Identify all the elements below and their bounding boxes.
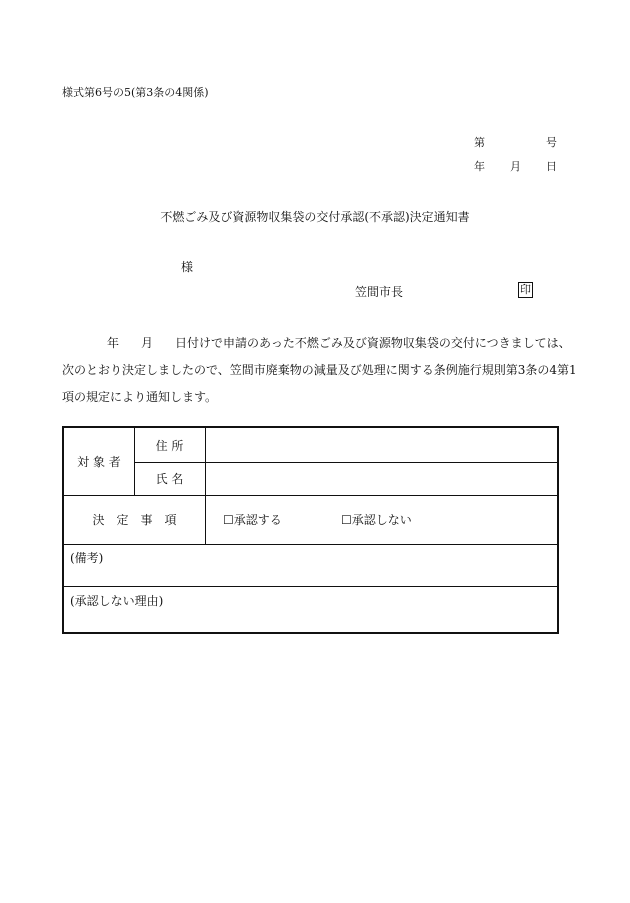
- form-number: 様式第6号の5(第3条の4関係): [62, 86, 209, 99]
- addressee-suffix: 様: [181, 260, 194, 274]
- reason-label-text: (承認しない理由): [70, 594, 164, 608]
- issuer-name: 笠間市長: [355, 285, 404, 299]
- subject-label: [64, 428, 134, 495]
- body-year: 年: [107, 336, 120, 350]
- row-divider: [64, 544, 559, 545]
- name-field[interactable]: [205, 462, 559, 495]
- approve-checkbox[interactable]: [223, 495, 282, 544]
- row-divider: [64, 586, 559, 587]
- reject-checkbox[interactable]: [341, 495, 412, 544]
- date-day: 日: [546, 160, 557, 173]
- remarks-label-text: (備考): [70, 551, 104, 565]
- body-line-1: [62, 330, 571, 357]
- name-label: [134, 462, 205, 495]
- date-year: 年: [474, 160, 485, 173]
- body-line-1-text: 日付けで申請のあった不燃ごみ及び資源物収集袋の交付につきましては、: [175, 336, 571, 350]
- body-month: 月: [141, 336, 154, 350]
- decision-label: [64, 495, 205, 544]
- date-month: 月: [510, 160, 521, 173]
- approve-option-label: ☐承認する: [223, 513, 282, 527]
- name-label-text: 氏 名: [155, 472, 184, 486]
- seal-mark: 印: [520, 283, 531, 296]
- decision-table: [62, 426, 559, 634]
- decision-label-text: 決 定 事 項: [92, 513, 177, 527]
- body-line-3: 項の規定により通知します。: [62, 390, 218, 404]
- body-line-2: 次のとおり決定しましたので、笠間市廃棄物の減量及び処理に関する条例施行規則第3条の4第1: [62, 363, 577, 377]
- notice-body: [62, 330, 577, 411]
- document-number-suffix: 号: [546, 136, 557, 149]
- subject-label-text: 対 象 者: [77, 455, 121, 469]
- address-field[interactable]: [205, 428, 559, 462]
- address-label-text: 住 所: [155, 438, 184, 453]
- reason-label: [70, 592, 163, 609]
- address-label: [134, 428, 205, 462]
- document-number-prefix: 第: [474, 136, 485, 149]
- remarks-label: [70, 549, 103, 566]
- reject-option-label: ☐承認しない: [341, 513, 412, 527]
- document-title: 不燃ごみ及び資源物収集袋の交付承認(不承認)決定通知書: [160, 210, 470, 224]
